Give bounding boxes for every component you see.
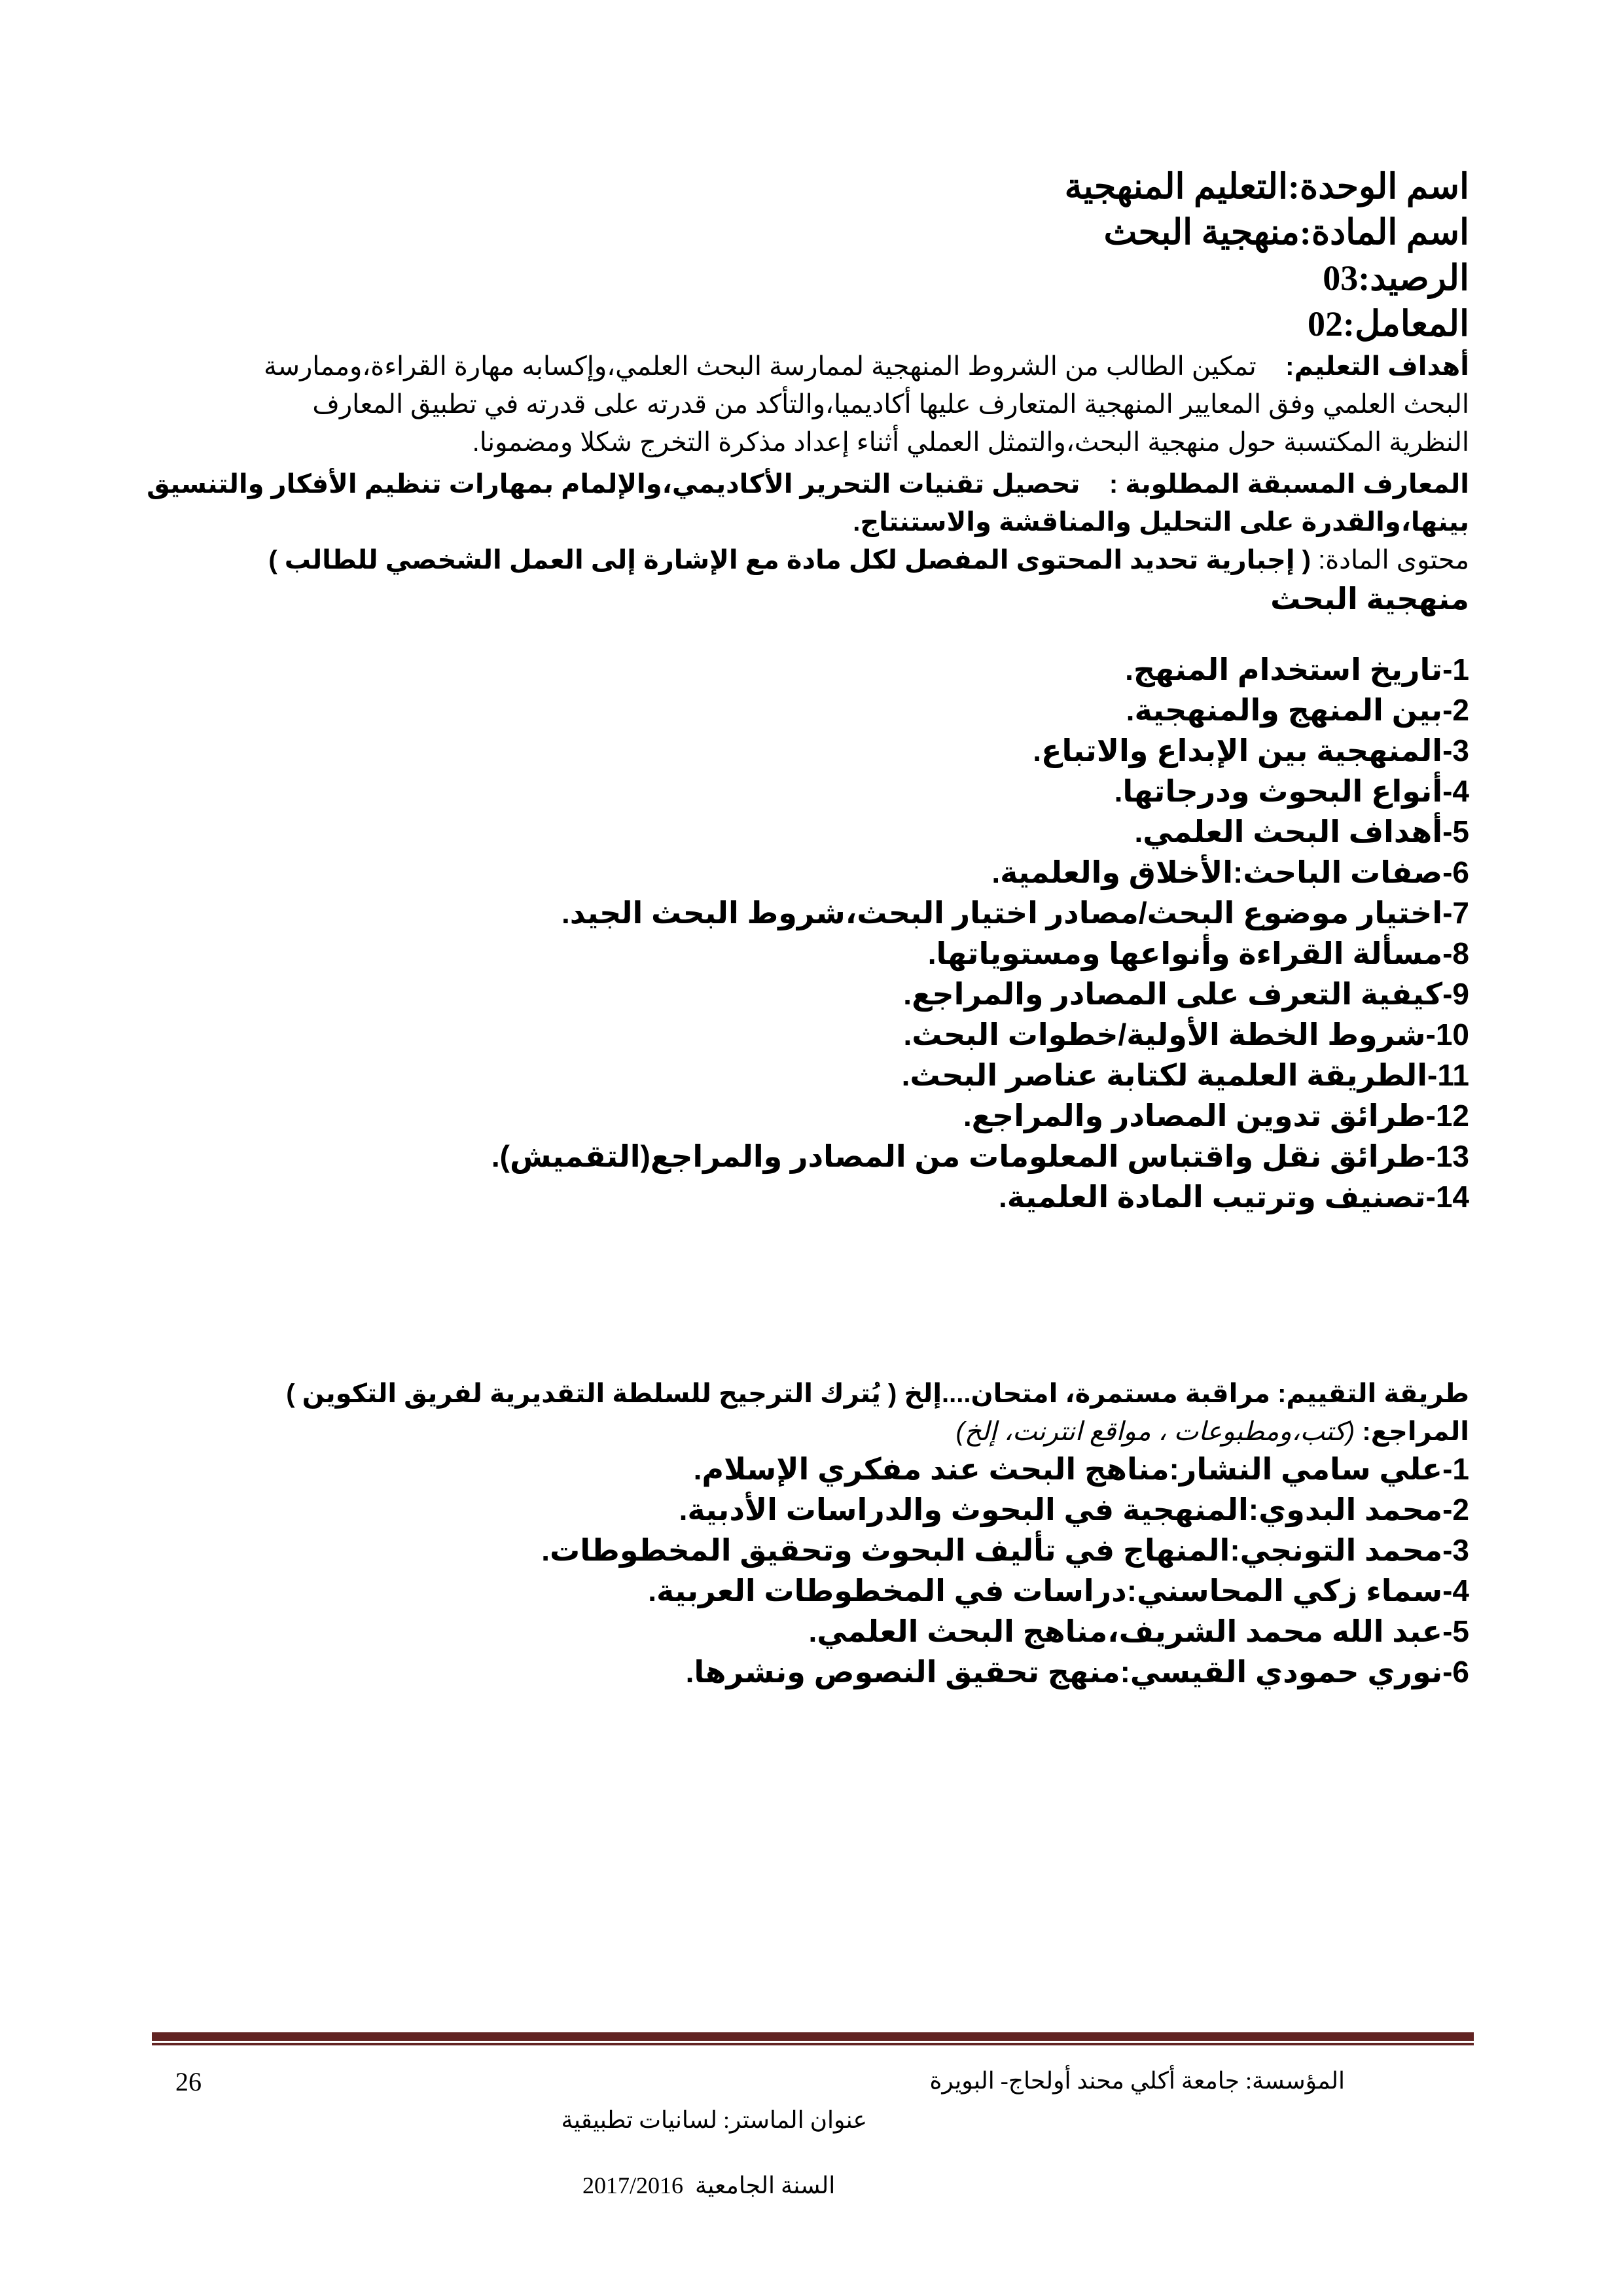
coefficient: المعامل:02 <box>1308 304 1469 344</box>
content-item: 2-بين المنهج والمنهجية. <box>1126 693 1469 727</box>
credit: الرصيد:03 <box>1323 258 1469 298</box>
content-item: 10-شروط الخطة الأولية/خطوات البحث. <box>903 1017 1469 1051</box>
content-item: 8-مسألة القراءة وأنواعها ومستوياتها. <box>927 936 1469 970</box>
prerequisites-line-1 <box>147 470 1469 499</box>
references-label: المراجع: <box>1362 1417 1469 1446</box>
reference-item: 2-محمد البدوي:المنهجية في البحوث والدراسات الأدبية. <box>679 1492 1469 1527</box>
subject-name: اسم المادة:منهجية البحث <box>1103 213 1469 252</box>
reference-item: 6-نوري حمودي القيسي:منهج تحقيق النصوص ونشرها. <box>685 1655 1469 1689</box>
unit-name: اسم الوحدة:التعليم المنهجية <box>1064 167 1469 206</box>
reference-item: 5-عبد الله محمد الشريف،مناهج البحث العلمي. <box>808 1614 1469 1648</box>
content-item: 11-الطريقة العلمية لكتابة عناصر البحث. <box>901 1058 1469 1092</box>
reference-item: 1-علي سامي النشار:مناهج البحث عند مفكري الإسلام. <box>693 1452 1469 1486</box>
prerequisites-label: المعارف المسبقة المطلوبة : <box>1109 470 1469 499</box>
reference-item: 3-محمد التونجي:المنهاج في تأليف البحوث وتحقيق المخطوطات. <box>541 1533 1469 1567</box>
footer-institution: المؤسسة: جامعة أكلي محند أولحاج- البويرة <box>929 2068 1345 2094</box>
page-number: 26 <box>175 2067 202 2096</box>
content-item: 3-المنهجية بين الإبداع والاتباع. <box>1033 733 1469 768</box>
academic-year-value: 2017/2016 <box>582 2172 684 2199</box>
content-item: 13-طرائق نقل واقتباس المعلومات من المصادر والمراجع(التقميش). <box>491 1139 1469 1173</box>
content-subtitle: منهجية البحث <box>1270 582 1469 616</box>
goals-label: أهداف التعليم: <box>1285 352 1469 381</box>
goals-line-3: النظرية المكتسبة حول منهجية البحث،والتمثل العملي أثناء إعداد مذكرة التخرج شكلا ومضمونا. <box>472 428 1469 457</box>
content-item: 6-صفات الباحث:الأخلاق والعلمية. <box>991 855 1469 889</box>
footer-rule-thin <box>152 2043 1474 2045</box>
footer-master-title: عنوان الماستر: لسانيات تطبيقية <box>561 2107 867 2133</box>
content-item: 12-طرائق تدوين المصادر والمراجع. <box>963 1099 1469 1133</box>
content-label: محتوى المادة: <box>1318 546 1469 574</box>
goals-line-1 <box>152 353 1469 380</box>
content-header <box>268 547 1469 573</box>
references-note: (كتب،ومطبوعات ، مواقع انترنت، إلخ) <box>955 1417 1355 1446</box>
prerequisites-line-2: بينها،والقدرة على التحليل والمناقشة والاستنتاج. <box>853 508 1469 537</box>
goals-line-2: البحث العلمي وفق المعايير المنهجية المتعارف عليها أكاديميا،والتأكد من قدرته على قدرته في تطبيق المعارف <box>312 390 1469 419</box>
content-item: 4-أنواع البحوث ودرجاتها. <box>1114 774 1469 808</box>
content-item: 1-تاريخ استخدام المنهج. <box>1125 652 1469 686</box>
academic-year-label: السنة الجامعية <box>695 2172 836 2199</box>
footer-academic-year <box>582 2174 835 2197</box>
assessment-method: طريقة التقييم: مراقبة مستمرة، امتحان....إلخ ( يُترك الترجيح للسلطة التقديرية لفريق التكوين ) <box>286 1379 1469 1408</box>
content-item: 7-اختيار موضوع البحث/مصادر اختيار البحث،شروط البحث الجيد. <box>561 896 1469 930</box>
reference-item: 4-سماء زكي المحاسني:دراسات في المخطوطات العربية. <box>648 1574 1469 1608</box>
content-item: 9-كيفية التعرف على المصادر والمراجع. <box>903 977 1469 1011</box>
references-header <box>956 1419 1470 1445</box>
content-item: 14-تصنيف وترتيب المادة العلمية. <box>999 1180 1469 1214</box>
prerequisites-text-1: تحصيل تقنيات التحرير الأكاديمي،والإلمام بمهارات تنظيم الأفكار والتنسيق <box>147 470 1080 499</box>
content-item: 5-أهداف البحث العلمي. <box>1134 815 1469 849</box>
goals-text-1: تمكين الطالب من الشروط المنهجية لممارسة البحث العلمي،وإكسابه مهارة القراءة،وممارسة <box>264 352 1257 381</box>
content-note: ( إجبارية تحديد المحتوى المفصل لكل مادة مع الإشارة إلى العمل الشخصي للطالب ) <box>268 546 1311 574</box>
footer-rule-thick <box>152 2032 1474 2041</box>
